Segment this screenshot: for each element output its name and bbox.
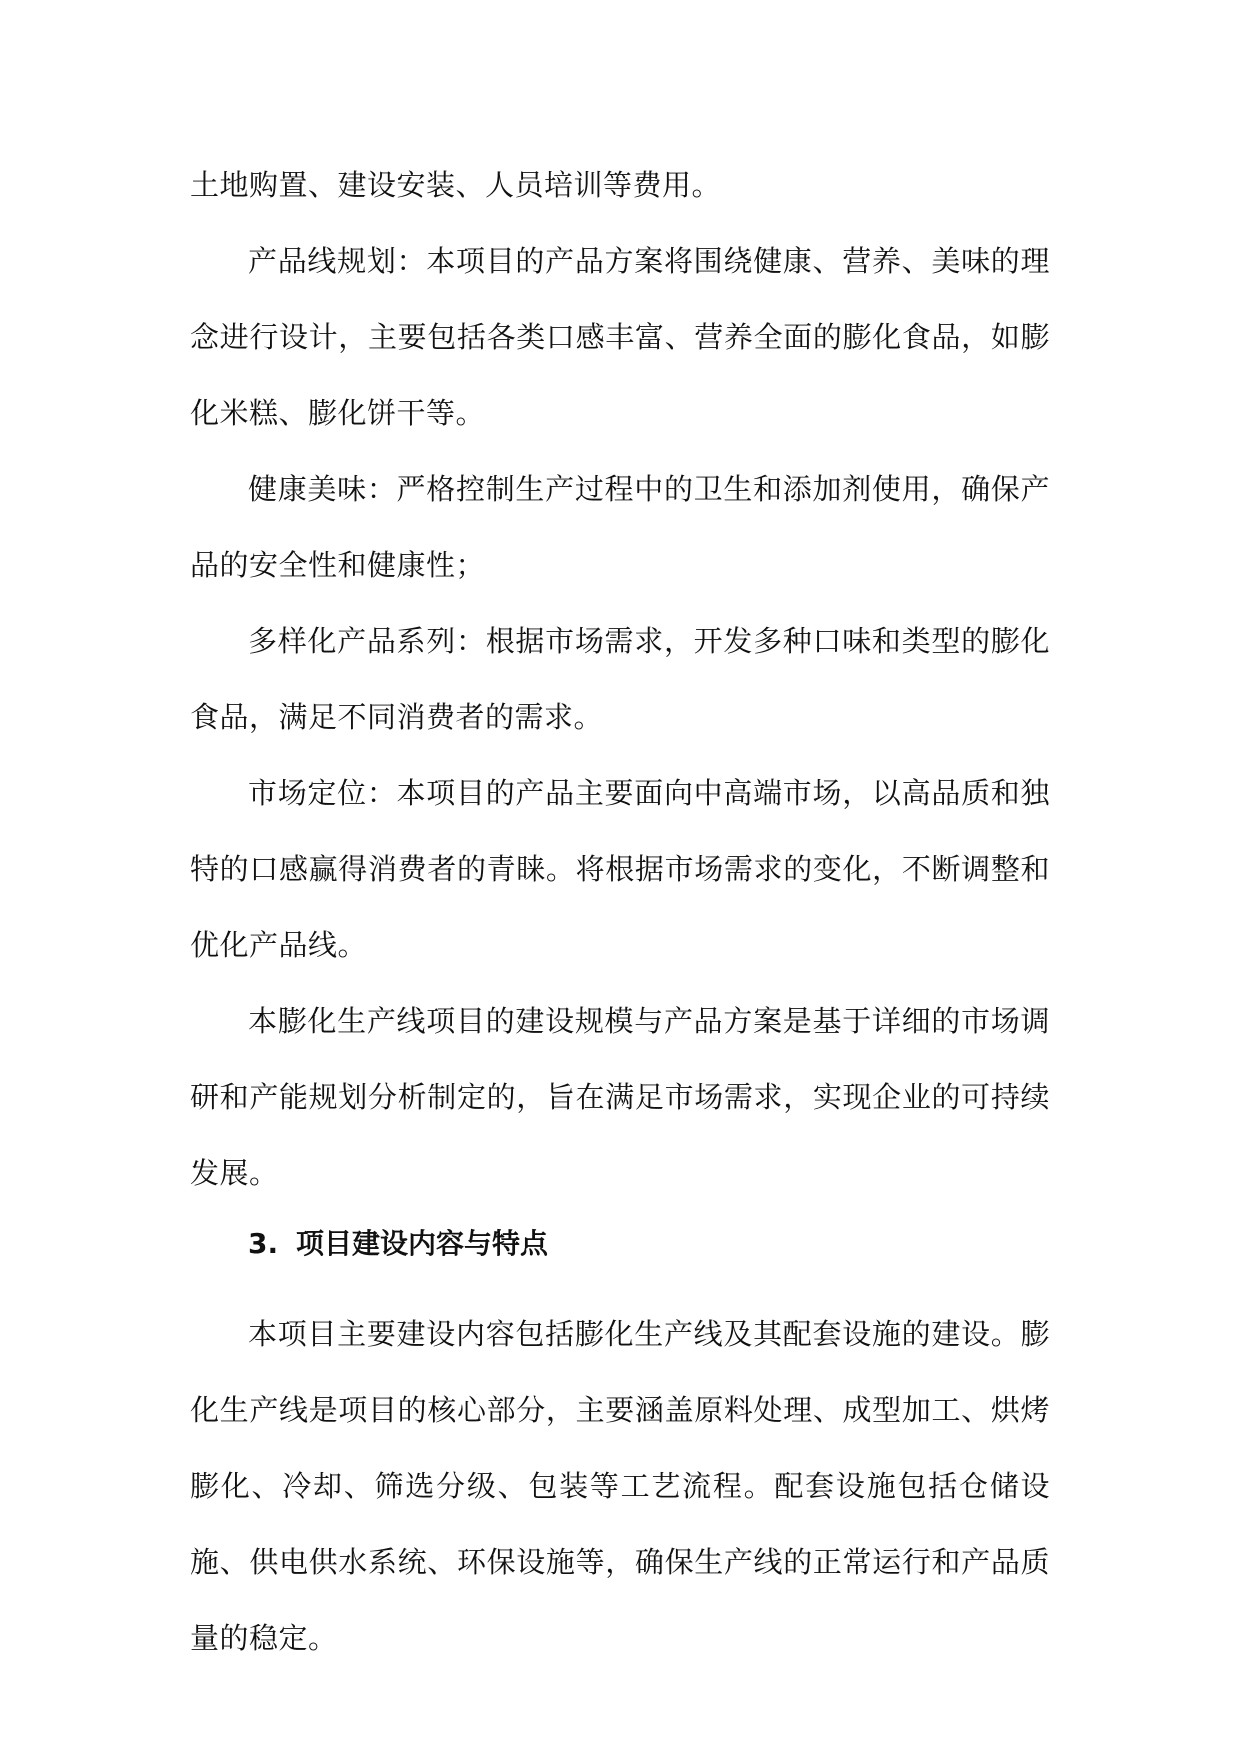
section-title: 项目建设内容与特点 <box>296 1227 549 1260</box>
paragraph-product-line-planning: 产品线规划：本项目的产品方案将围绕健康、营养、美味的理念进行设计，主要包括各类口感丰富、营养全面的膨化食品，如膨化米糕、膨化饼干等。 <box>190 244 1050 430</box>
body-text-top <box>190 147 1050 1211</box>
paragraph-summary: 本膨化生产线项目的建设规模与产品方案是基于详细的市场调研和产能规划分析制定的，旨在满足市场需求，实现企业的可持续发展。 <box>190 1004 1050 1190</box>
paragraph-market-positioning: 市场定位：本项目的产品主要面向中高端市场，以高品质和独特的口感赢得消费者的青睐。将根据市场需求的变化，不断调整和优化产品线。 <box>190 776 1050 962</box>
body-text-bottom <box>190 1296 1050 1676</box>
paragraph-construction-content: 本项目主要建设内容包括膨化生产线及其配套设施的建设。膨化生产线是项目的核心部分，主要涵盖原料处理、成型加工、烘烤膨化、冷却、筛选分级、包装等工艺流程。配套设施包括仓储设施、供电供水系统、环保设施等，确保生产线的正常运行和产品质量的稳定。 <box>190 1317 1050 1655</box>
paragraph-healthy-taste: 健康美味：严格控制生产过程中的卫生和添加剂使用，确保产品的安全性和健康性； <box>190 472 1050 582</box>
paragraph-diverse-products: 多样化产品系列：根据市场需求，开发多种口味和类型的膨化食品，满足不同消费者的需求。 <box>190 624 1050 734</box>
paragraph-costs: 土地购置、建设安装、人员培训等费用。 <box>190 168 722 202</box>
section-heading <box>248 1225 548 1263</box>
section-number: 3. <box>248 1227 279 1260</box>
